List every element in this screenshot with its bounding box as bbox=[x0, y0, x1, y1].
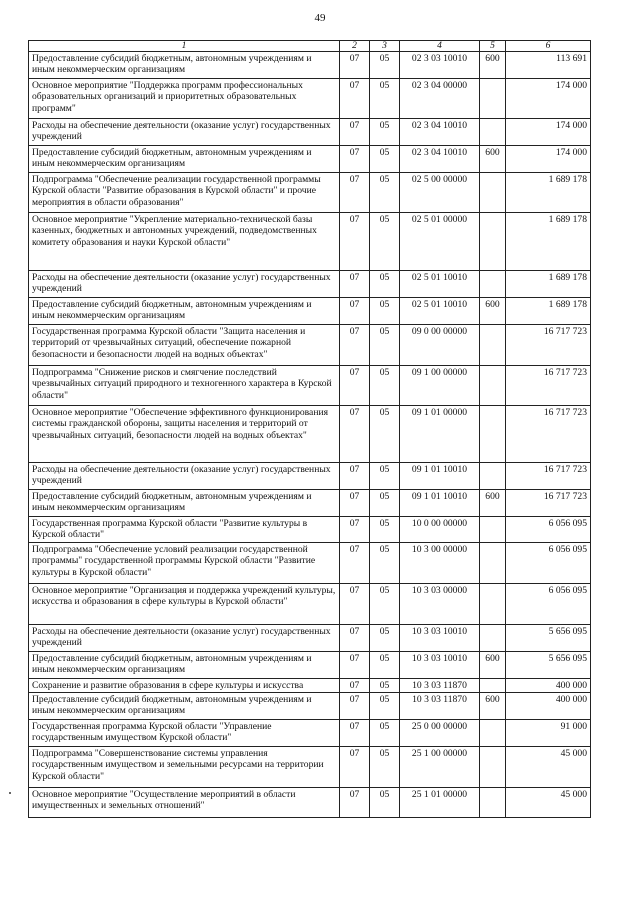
row-subsection: 05 bbox=[370, 325, 400, 366]
row-expense-type bbox=[480, 584, 506, 625]
table-row bbox=[29, 213, 591, 271]
table-row bbox=[29, 271, 591, 298]
row-amount: 16 717 723 bbox=[506, 406, 591, 463]
table-header-row bbox=[29, 41, 591, 52]
row-target-code: 25 1 01 00000 bbox=[400, 788, 480, 818]
row-expense-type bbox=[480, 119, 506, 146]
row-expense-type bbox=[480, 625, 506, 652]
row-subsection: 05 bbox=[370, 463, 400, 490]
row-amount: 174 000 bbox=[506, 79, 591, 119]
row-target-code: 02 3 03 10010 bbox=[400, 52, 480, 79]
row-name: Предоставление субсидий бюджетным, автономным учреждениям и иным некоммерческим организациям bbox=[29, 146, 340, 173]
row-subsection: 05 bbox=[370, 543, 400, 584]
row-name: Подпрограмма "Снижение рисков и смягчение последствий чрезвычайных ситуаций природного и техногенного характера в Курской области" bbox=[29, 366, 340, 406]
row-name: Основное мероприятие "Обеспечение эффективного функционирования системы гражданской обороны, защиты населения и территорий от чрезвычайных ситуаций, безопасности людей на водных объектах" bbox=[29, 406, 340, 463]
table-row bbox=[29, 652, 591, 679]
row-subsection: 05 bbox=[370, 146, 400, 173]
table-row bbox=[29, 173, 591, 213]
row-subsection: 05 bbox=[370, 679, 400, 693]
row-name: Государственная программа Курской области "Развитие культуры в Курской области" bbox=[29, 517, 340, 543]
row-name: Предоставление субсидий бюджетным, автономным учреждениям и иным некоммерческим организациям bbox=[29, 298, 340, 325]
budget-table bbox=[28, 40, 591, 818]
row-section: 07 bbox=[340, 543, 370, 584]
row-amount: 45 000 bbox=[506, 788, 591, 818]
table-row bbox=[29, 747, 591, 788]
row-subsection: 05 bbox=[370, 271, 400, 298]
row-expense-type: 600 bbox=[480, 490, 506, 517]
row-subsection: 05 bbox=[370, 625, 400, 652]
row-amount: 400 000 bbox=[506, 679, 591, 693]
row-subsection: 05 bbox=[370, 720, 400, 747]
row-expense-type: 600 bbox=[480, 146, 506, 173]
row-target-code: 09 0 00 00000 bbox=[400, 325, 480, 366]
table-row bbox=[29, 625, 591, 652]
row-name: Расходы на обеспечение деятельности (оказание услуг) государственных учреждений bbox=[29, 271, 340, 298]
row-section: 07 bbox=[340, 490, 370, 517]
row-amount: 400 000 bbox=[506, 693, 591, 720]
row-amount: 6 056 095 bbox=[506, 517, 591, 543]
row-target-code: 09 1 00 00000 bbox=[400, 366, 480, 406]
row-name: Подпрограмма "Совершенствование системы управления государственным имуществом и земельными ресурсами на территории Курской области" bbox=[29, 747, 340, 788]
row-subsection: 05 bbox=[370, 788, 400, 818]
table-row bbox=[29, 490, 591, 517]
row-expense-type bbox=[480, 543, 506, 584]
row-expense-type bbox=[480, 788, 506, 818]
row-section: 07 bbox=[340, 119, 370, 146]
row-amount: 1 689 178 bbox=[506, 213, 591, 271]
row-section: 07 bbox=[340, 146, 370, 173]
row-target-code: 09 1 01 10010 bbox=[400, 463, 480, 490]
row-subsection: 05 bbox=[370, 173, 400, 213]
row-subsection: 05 bbox=[370, 119, 400, 146]
row-subsection: 05 bbox=[370, 406, 400, 463]
row-section: 07 bbox=[340, 517, 370, 543]
row-amount: 5 656 095 bbox=[506, 625, 591, 652]
row-target-code: 02 5 00 00000 bbox=[400, 173, 480, 213]
row-target-code: 02 3 04 00000 bbox=[400, 79, 480, 119]
row-amount: 1 689 178 bbox=[506, 298, 591, 325]
row-expense-type bbox=[480, 406, 506, 463]
table-row bbox=[29, 52, 591, 79]
table-row bbox=[29, 79, 591, 119]
row-amount: 16 717 723 bbox=[506, 490, 591, 517]
table-row bbox=[29, 366, 591, 406]
row-name: Расходы на обеспечение деятельности (оказание услуг) государственных учреждений bbox=[29, 119, 340, 146]
row-subsection: 05 bbox=[370, 747, 400, 788]
row-amount: 1 689 178 bbox=[506, 271, 591, 298]
row-section: 07 bbox=[340, 747, 370, 788]
row-expense-type: 600 bbox=[480, 52, 506, 79]
row-amount: 6 056 095 bbox=[506, 584, 591, 625]
table-row bbox=[29, 543, 591, 584]
table-row bbox=[29, 584, 591, 625]
row-target-code: 10 3 03 11870 bbox=[400, 693, 480, 720]
row-expense-type bbox=[480, 173, 506, 213]
row-target-code: 02 5 01 10010 bbox=[400, 271, 480, 298]
row-section: 07 bbox=[340, 79, 370, 119]
row-target-code: 10 3 00 00000 bbox=[400, 543, 480, 584]
row-section: 07 bbox=[340, 652, 370, 679]
row-subsection: 05 bbox=[370, 490, 400, 517]
row-name: Основное мероприятие "Укрепление материально-технической базы казенных, бюджетных и автономных учреждений, подведомственных комитету образования и науки Курской области" bbox=[29, 213, 340, 271]
row-section: 07 bbox=[340, 52, 370, 79]
row-target-code: 10 0 00 00000 bbox=[400, 517, 480, 543]
row-section: 07 bbox=[340, 406, 370, 463]
table-row bbox=[29, 325, 591, 366]
row-section: 07 bbox=[340, 625, 370, 652]
row-section: 07 bbox=[340, 325, 370, 366]
row-expense-type: 600 bbox=[480, 693, 506, 720]
row-section: 07 bbox=[340, 173, 370, 213]
row-name: Государственная программа Курской области "Защита населения и территорий от чрезвычайных ситуаций, обеспечение пожарной безопасности и безопасности людей на водных объектах" bbox=[29, 325, 340, 366]
header-col-2: 2 bbox=[340, 41, 370, 52]
header-col-4: 4 bbox=[400, 41, 480, 52]
row-name: Сохранение и развитие образования в сфере культуры и искусства bbox=[29, 679, 340, 693]
row-expense-type bbox=[480, 79, 506, 119]
table-row bbox=[29, 517, 591, 543]
row-name: Подпрограмма "Обеспечение реализации государственной программы Курской области "Развитие образования в Курской области" и прочие мероприятия в области образования" bbox=[29, 173, 340, 213]
row-target-code: 10 3 03 10010 bbox=[400, 625, 480, 652]
row-section: 07 bbox=[340, 584, 370, 625]
row-subsection: 05 bbox=[370, 517, 400, 543]
table-row bbox=[29, 119, 591, 146]
table-row bbox=[29, 693, 591, 720]
row-amount: 174 000 bbox=[506, 119, 591, 146]
row-subsection: 05 bbox=[370, 52, 400, 79]
scan-speck bbox=[9, 792, 11, 794]
row-name: Основное мероприятие "Организация и поддержка учреждений культуры, искусства и образования в сфере культуры в Курской области" bbox=[29, 584, 340, 625]
row-expense-type bbox=[480, 720, 506, 747]
row-name: Основное мероприятие "Поддержка программ профессиональных образовательных организаций и приоритетных образовательных программ" bbox=[29, 79, 340, 119]
row-subsection: 05 bbox=[370, 79, 400, 119]
row-section: 07 bbox=[340, 788, 370, 818]
row-name: Предоставление субсидий бюджетным, автономным учреждениям и иным некоммерческим организациям bbox=[29, 693, 340, 720]
row-section: 07 bbox=[340, 213, 370, 271]
row-name: Основное мероприятие "Осуществление мероприятий в области имущественных и земельных отношений" bbox=[29, 788, 340, 818]
row-amount: 16 717 723 bbox=[506, 366, 591, 406]
row-expense-type bbox=[480, 517, 506, 543]
row-subsection: 05 bbox=[370, 693, 400, 720]
header-col-3: 3 bbox=[370, 41, 400, 52]
row-amount: 5 656 095 bbox=[506, 652, 591, 679]
row-section: 07 bbox=[340, 679, 370, 693]
row-section: 07 bbox=[340, 366, 370, 406]
row-amount: 6 056 095 bbox=[506, 543, 591, 584]
row-target-code: 10 3 03 10010 bbox=[400, 652, 480, 679]
row-amount: 91 000 bbox=[506, 720, 591, 747]
row-expense-type bbox=[480, 366, 506, 406]
row-amount: 174 000 bbox=[506, 146, 591, 173]
row-subsection: 05 bbox=[370, 366, 400, 406]
row-amount: 16 717 723 bbox=[506, 463, 591, 490]
row-section: 07 bbox=[340, 271, 370, 298]
row-section: 07 bbox=[340, 720, 370, 747]
row-subsection: 05 bbox=[370, 652, 400, 679]
row-section: 07 bbox=[340, 463, 370, 490]
row-amount: 113 691 bbox=[506, 52, 591, 79]
page-number: 49 bbox=[314, 12, 326, 24]
row-expense-type bbox=[480, 747, 506, 788]
table-row bbox=[29, 679, 591, 693]
table-row bbox=[29, 406, 591, 463]
row-subsection: 05 bbox=[370, 298, 400, 325]
header-col-1: 1 bbox=[29, 41, 340, 52]
row-target-code: 25 0 00 00000 bbox=[400, 720, 480, 747]
row-target-code: 09 1 01 10010 bbox=[400, 490, 480, 517]
table-row bbox=[29, 146, 591, 173]
row-target-code: 10 3 03 00000 bbox=[400, 584, 480, 625]
row-section: 07 bbox=[340, 693, 370, 720]
row-name: Расходы на обеспечение деятельности (оказание услуг) государственных учреждений bbox=[29, 463, 340, 490]
row-target-code: 02 5 01 00000 bbox=[400, 213, 480, 271]
header-col-5: 5 bbox=[480, 41, 506, 52]
header-col-6: 6 bbox=[506, 41, 591, 52]
row-expense-type bbox=[480, 213, 506, 271]
row-section: 07 bbox=[340, 298, 370, 325]
table-row bbox=[29, 298, 591, 325]
row-name: Расходы на обеспечение деятельности (оказание услуг) государственных учреждений bbox=[29, 625, 340, 652]
row-target-code: 09 1 01 00000 bbox=[400, 406, 480, 463]
row-name: Предоставление субсидий бюджетным, автономным учреждениям и иным некоммерческим организациям bbox=[29, 490, 340, 517]
row-target-code: 02 5 01 10010 bbox=[400, 298, 480, 325]
row-name: Предоставление субсидий бюджетным, автономным учреждениям и иным некоммерческим организациям bbox=[29, 652, 340, 679]
row-expense-type: 600 bbox=[480, 652, 506, 679]
table-row bbox=[29, 788, 591, 818]
row-amount: 16 717 723 bbox=[506, 325, 591, 366]
row-name: Подпрограмма "Обеспечение условий реализации государственной программы" государственной программы Курской области "Развитие культуры в Курской области" bbox=[29, 543, 340, 584]
row-amount: 1 689 178 bbox=[506, 173, 591, 213]
row-amount: 45 000 bbox=[506, 747, 591, 788]
row-expense-type bbox=[480, 271, 506, 298]
row-subsection: 05 bbox=[370, 213, 400, 271]
row-expense-type bbox=[480, 325, 506, 366]
row-name: Государственная программа Курской области "Управление государственным имуществом Курской области" bbox=[29, 720, 340, 747]
row-expense-type: 600 bbox=[480, 298, 506, 325]
table-row bbox=[29, 463, 591, 490]
row-target-code: 25 1 00 00000 bbox=[400, 747, 480, 788]
row-name: Предоставление субсидий бюджетным, автономным учреждениям и иным некоммерческим организациям bbox=[29, 52, 340, 79]
row-target-code: 02 3 04 10010 bbox=[400, 146, 480, 173]
row-target-code: 10 3 03 11870 bbox=[400, 679, 480, 693]
table-row bbox=[29, 720, 591, 747]
row-subsection: 05 bbox=[370, 584, 400, 625]
row-expense-type bbox=[480, 679, 506, 693]
row-target-code: 02 3 04 10010 bbox=[400, 119, 480, 146]
row-expense-type bbox=[480, 463, 506, 490]
